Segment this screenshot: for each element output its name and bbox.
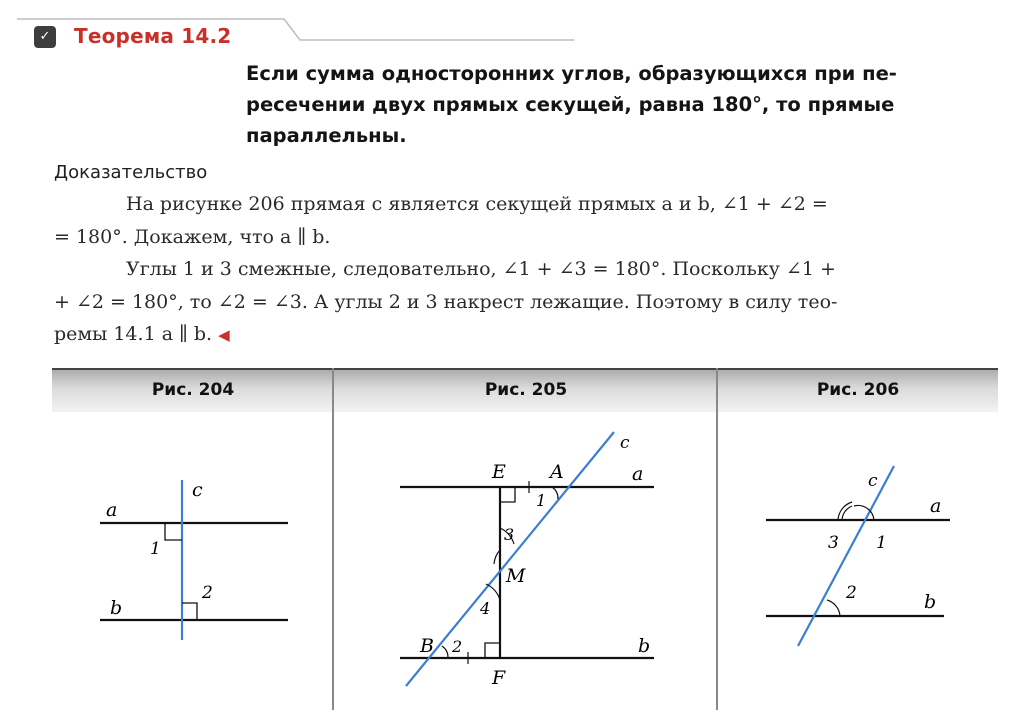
theorem-icon: ✓ bbox=[34, 26, 56, 48]
line-c bbox=[798, 466, 894, 646]
proof-last-line bbox=[54, 318, 1000, 352]
theorem-line: ресечении двух прямых секущей, равна 180°, то прямые bbox=[246, 93, 895, 116]
right-angle-1 bbox=[165, 523, 182, 540]
label-A: A bbox=[550, 461, 564, 483]
label-E: E bbox=[492, 461, 506, 483]
proof-line: Углы 1 и 3 смежные, следовательно, ∠1 + ∠3 = 180°. Поскольку ∠1 + bbox=[126, 258, 836, 280]
right-angle-F bbox=[485, 643, 500, 658]
line-c bbox=[406, 432, 614, 686]
proof-line: + ∠2 = 180°, то ∠2 = ∠3. А углы 2 и 3 накрест лежащие. Поэтому в силу тео- bbox=[54, 290, 838, 313]
figure-205-caption: Рис. 205 bbox=[334, 368, 718, 412]
label-F: F bbox=[492, 667, 506, 689]
label-a: a bbox=[930, 495, 942, 517]
label-B: B bbox=[420, 635, 434, 657]
label-angle-3: 3 bbox=[828, 533, 839, 553]
right-angle-2 bbox=[182, 603, 197, 620]
proof-heading: Доказательство bbox=[54, 162, 208, 183]
label-b: b bbox=[110, 597, 123, 619]
proof-line: = 180°. Докажем, что a ∥ b. bbox=[54, 225, 331, 248]
figure-206-caption: Рис. 206 bbox=[718, 368, 998, 412]
figures-panel bbox=[52, 368, 998, 710]
figure-204-caption: Рис. 204 bbox=[52, 368, 334, 412]
theorem-title: Теорема 14.2 bbox=[74, 24, 232, 48]
theorem-line: параллельны. bbox=[246, 124, 407, 147]
right-angle-E bbox=[500, 487, 515, 502]
angle-arc-2 bbox=[827, 600, 840, 616]
angle-arc-2 bbox=[442, 646, 448, 658]
label-c: c bbox=[192, 479, 203, 501]
label-angle-1: 1 bbox=[150, 539, 161, 559]
label-a: a bbox=[632, 463, 644, 485]
label-angle-2: 2 bbox=[202, 583, 213, 603]
label-M: M bbox=[506, 565, 526, 587]
figure-206-diagram bbox=[718, 368, 998, 710]
label-angle-1: 1 bbox=[876, 533, 887, 553]
proof-text bbox=[54, 188, 1000, 352]
theorem-statement bbox=[246, 58, 1008, 151]
label-c: c bbox=[620, 433, 630, 453]
label-angle-2: 2 bbox=[452, 637, 463, 656]
figure-205-diagram bbox=[334, 368, 718, 710]
label-angle-4: 4 bbox=[480, 599, 491, 618]
angle-arc-1 bbox=[552, 487, 558, 499]
label-a: a bbox=[106, 499, 118, 521]
label-b: b bbox=[924, 591, 937, 613]
theorem-line: Если сумма односторонних углов, образующихся при пе- bbox=[246, 62, 897, 85]
figure-204-diagram bbox=[52, 368, 334, 710]
label-angle-1: 1 bbox=[536, 491, 547, 510]
end-of-proof-icon: ◀ bbox=[218, 326, 230, 344]
label-angle-3: 3 bbox=[504, 525, 515, 544]
label-c: c bbox=[868, 471, 878, 491]
proof-line: ремы 14.1 a ∥ b. bbox=[54, 323, 213, 345]
label-angle-2: 2 bbox=[846, 583, 857, 603]
proof-line: На рисунке 206 прямая c является секущей прямых a и b, ∠1 + ∠2 = bbox=[126, 193, 828, 215]
label-b: b bbox=[638, 635, 651, 657]
theorem-header bbox=[16, 18, 576, 58]
